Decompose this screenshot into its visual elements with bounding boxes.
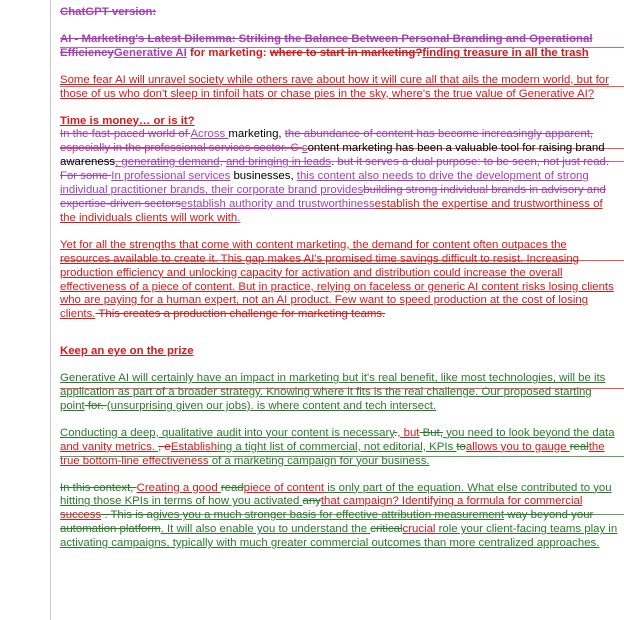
inserted-text: you need to look beyond the data (442, 426, 615, 439)
body-text: businesses, (230, 170, 297, 183)
inserted-text: piece of content (243, 481, 325, 494)
prize-paragraph-2 (60, 427, 618, 469)
inserted-text: Across (190, 128, 229, 141)
deleted-text: . This is a (101, 509, 153, 522)
inserted-text: c (301, 142, 308, 155)
inserted-text: allows you to gauge (465, 440, 570, 453)
inserted-text: . (237, 211, 241, 224)
deleted-text: But, (419, 426, 443, 439)
title-deleted: where to start in marketing? (269, 46, 423, 59)
inserted-text: and bringing in leads (225, 156, 332, 169)
inserted-text: gives you a much stronger basis for effective attribution measurement (152, 509, 505, 522)
title-inserted: for marketing: (186, 46, 270, 59)
inserted-text: , but (397, 426, 420, 439)
section-heading-prize: Keep an eye on the prize (60, 345, 194, 358)
inserted-text: Establish (170, 440, 218, 453)
inserted-text: that campaign (320, 495, 393, 508)
deleted-text: way beyond your automation platform (60, 509, 594, 536)
deleted-text: any (302, 495, 321, 508)
title-deleted: AI - Marketing's Latest Dilemma: Striking the Balance Between Personal Branding and Operational Efficiency (60, 32, 593, 59)
intro-paragraph: Some fear AI will unravel society while others rave about how it will cure all that ails the modern world, but for those of us who don't sleep in tinfoil hats or chase pies in the sky, where's the true value of Generative AI? (60, 73, 609, 100)
strengths-paragraph (60, 239, 618, 322)
inserted-text: , generating demand (115, 156, 220, 169)
deleted-text: real (569, 440, 589, 453)
inserted-text: of a marketing campaign for your business. (208, 454, 430, 467)
inserted-text: is only part of the equation. What else contributed to you hitting those KPIs in terms of how you activated (60, 481, 612, 508)
inserted-text: role your client-facing teams play in activating campaigns, typically with much greater commercial outcomes than more centralized approaches. (60, 523, 618, 550)
deleted-text: for. (84, 399, 107, 412)
time-paragraph (60, 128, 618, 225)
inserted-text: ? Identifying a formula for commercial success (60, 495, 583, 522)
inserted-text: In professional services (111, 170, 231, 183)
inserted-text: (unsurprising given our jobs) (106, 399, 251, 412)
deleted-text: to (456, 440, 466, 453)
body-text: . (331, 156, 338, 169)
deleted-text: but it serves a dual purpose: to be seen, not just read. For some (60, 156, 610, 183)
inserted-text: crucial (402, 523, 436, 536)
deleted-text: the abundance of content has become increasingly apparent, especially in the professional services sector. C (60, 128, 594, 155)
deleted-text: . (394, 426, 398, 439)
title-inserted: finding treasure in all the trash (422, 46, 589, 59)
deleted-text: critical (370, 523, 403, 536)
inserted-text: . is where content and tech intersect. (250, 399, 437, 412)
document-body (60, 6, 618, 551)
inserted-text: Generative AI will certainly have an impact in marketing but it's real benefit, like most technologies, will be its application as part of a broader strategy. Knowing where it fits is the real challenge. Our proposed starting point (60, 372, 606, 412)
deleted-text: This creates a production challenge for marketing teams. (95, 308, 386, 321)
title-inserted: Generative AI (113, 46, 187, 59)
version-label: ChatGPT version: (60, 6, 157, 18)
deleted-text: read (220, 481, 244, 494)
deleted-text: In this context, (60, 481, 137, 494)
inserted-text: Creating a good (136, 481, 221, 494)
inserted-text: Conducting a deep, qualitative audit into your content is necessary (60, 426, 395, 439)
deleted-text: In the fast-paced world of (60, 128, 191, 141)
inserted-text: . It will also enable you to understand the (160, 523, 371, 536)
section-heading-time: Time is money… or is it? (60, 114, 195, 127)
inserted-text: establish authority and trustworthiness (180, 197, 375, 210)
left-margin-rule (50, 0, 51, 620)
deleted-text: , e (158, 440, 171, 453)
document-title (60, 33, 618, 61)
body-text: marketing, (228, 128, 285, 141)
inserted-text: this content also needs to drive the development of strong individual practitioner brands, their corporate brand provides (60, 170, 589, 197)
inserted-text: Yet for all the strengths that come with content marketing, the demand for content often outpaces the resources available to create it. This gap makes AI's promised time savings difficult to resist. Increasing production efficiency and unlocking capacity for activation and distribution could increase the overall effectiveness of a piece of content. But in practice, relying on faceless or generic AI content risks losing clients who are paying for a human expert, not an AI product. Few want to speed production at the cost of losing clients. (60, 238, 614, 321)
prize-paragraph-3 (60, 482, 618, 552)
inserted-text: the true bottom-line effectiveness (60, 440, 605, 467)
deleted-text: building strong individual brands in advisory and expertise-driven sectors (60, 184, 606, 210)
deleted-text: , (219, 156, 226, 169)
prize-paragraph-1 (60, 372, 618, 414)
inserted-text: and vanity metrics (60, 440, 152, 453)
inserted-text: . (151, 440, 159, 453)
inserted-text: establish the expertise and trustworthiness of the individuals clients will work with (60, 197, 603, 224)
inserted-text: ing a tight list of commercial, not editorial, KPIs (217, 440, 457, 453)
body-text: ontent marketing has been a valuable tool for raising brand awareness (60, 142, 605, 169)
